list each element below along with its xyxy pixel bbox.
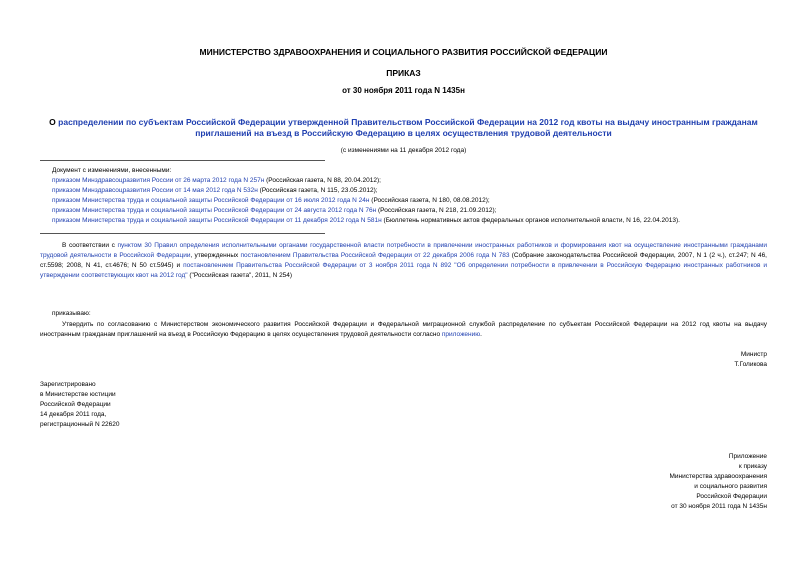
- decree-paragraph: [40, 320, 767, 340]
- registration-line: Зарегистрировано: [40, 381, 96, 388]
- change-source: (Бюллетень нормативных актов федеральных органов исполнительной власти, N 16, 22.04.2013).: [381, 217, 680, 225]
- document-title: [40, 117, 767, 139]
- preamble-text: (Собрание законодательства Российской Федерации, 2007, N 1 (2 ч.), ст.247; N 46, ст.5598; 2008, N 41, ст.4676; N 50 ст.5945) и: [40, 252, 767, 270]
- change-link[interactable]: приказом Министерства труда и социальной защиты Российской Федерации от 11 декабря 2012 года N 581н: [52, 217, 382, 225]
- amended-note: (с изменениями на 11 декабря 2012 года): [340, 147, 467, 154]
- change-link[interactable]: приказом Минздравсоцразвития России от 26 марта 2012 года N 257н: [52, 177, 265, 185]
- change-link[interactable]: приказом Минздравсоцразвития России от 14 мая 2012 года N 532н: [52, 187, 258, 195]
- registration-line: в Министерстве юстиции: [40, 391, 116, 399]
- appendix-line: Российской Федерации: [696, 493, 767, 501]
- registration-block: [40, 380, 120, 430]
- appendix-line: Министерства здравоохранения: [669, 473, 767, 481]
- preamble-text: В соответствии с: [62, 242, 118, 249]
- preamble-paragraph: [40, 241, 767, 281]
- resolution-783-link[interactable]: постановлением Правительства Российской Федерации от 22 декабря 2006 года N 783: [240, 252, 510, 260]
- signatory-name: Т.Голикова: [734, 361, 767, 368]
- registration-line: Российской Федерации: [40, 401, 111, 409]
- preamble-text: ("Российская газета", 2011, N 254): [187, 272, 293, 280]
- appendix-line: Приложение: [728, 453, 767, 460]
- ministry-heading: МИНИСТЕРСТВО ЗДРАВООХРАНЕНИЯ И СОЦИАЛЬНОГО РАЗВИТИЯ РОССИЙСКОЙ ФЕДЕРАЦИИ: [199, 47, 608, 57]
- changes-intro: Документ с изменениями, внесенными:: [52, 167, 172, 174]
- change-link[interactable]: приказом Министерства труда и социальной защиты Российской Федерации от 24 августа 2012 года N 76н: [52, 207, 377, 215]
- change-source: (Российская газета, N 218, 21.09.2012);: [376, 207, 497, 215]
- list-item: [52, 216, 772, 226]
- list-item: [52, 176, 772, 186]
- appendix-link[interactable]: приложению: [441, 331, 481, 339]
- resolution-892-link[interactable]: постановлением Правительства Российской Федерации от 3 ноября 2011 года N 892 "Об определении потребности в привлечении в Российскую Федерацию иностранных работников и утверждении соответствующих квот на 2012 год": [40, 262, 767, 280]
- order-label: ПРИКАЗ: [386, 68, 421, 78]
- signatory-title: Министр: [740, 351, 767, 358]
- list-item: [52, 196, 772, 206]
- divider-top: [40, 160, 325, 161]
- title-prefix: О: [49, 117, 59, 127]
- registration-line: 14 декабря 2011 года,: [40, 411, 107, 419]
- order-date: от 30 ноября 2011 года N 1435н: [342, 86, 465, 95]
- decree-text: Утвердить по согласованию с Министерством экономического развития Российской Федерации и Федеральной миграционной службой распределение по субъектам Российской Федерации на 2012 год квоты на выдачу иностранным гражданам приглашений на въезд в Российскую Федерацию в целях осуществления трудовой деятельности согласно: [40, 321, 767, 339]
- decree-end: .: [480, 331, 482, 339]
- registration-line: регистрационный N 22620: [40, 421, 120, 429]
- preamble-text: , утвержденных: [190, 252, 241, 260]
- change-source: (Российская газета, N 115, 23.05.2012);: [257, 187, 378, 195]
- divider-bottom: [40, 233, 325, 234]
- appendix-line: и социального развития: [694, 483, 767, 491]
- list-item: [52, 186, 772, 196]
- rules-link[interactable]: пунктом 30 Правил определения исполнительными органами государственной власти потребности в привлечении иностранных работников и формирования квот на осуществление иностранными гражданами трудовой деятельности в Российской Федерации: [40, 242, 768, 260]
- appendix-block: [670, 452, 768, 512]
- decree-label: приказываю:: [52, 310, 91, 317]
- changes-list: [52, 166, 772, 226]
- title-link[interactable]: распределении по субъектам Российской Федерации утвержденной Правительством Российской Федерации на 2012 год квоты на выдачу иностранным гражданам приглашений на въезд в Российскую Федерацию в целях осуществления трудовой деятельности: [58, 117, 758, 139]
- list-item: [52, 206, 772, 216]
- appendix-line: от 30 ноября 2011 года N 1435н: [671, 503, 767, 511]
- change-source: (Российская газета, N 88, 20.04.2012);: [264, 177, 381, 185]
- change-source: (Российская газета, N 180, 08.08.2012);: [369, 197, 490, 205]
- appendix-line: к приказу: [738, 463, 767, 471]
- change-link[interactable]: приказом Министерства труда и социальной защиты Российской Федерации от 16 июля 2012 года N 24н: [52, 197, 370, 205]
